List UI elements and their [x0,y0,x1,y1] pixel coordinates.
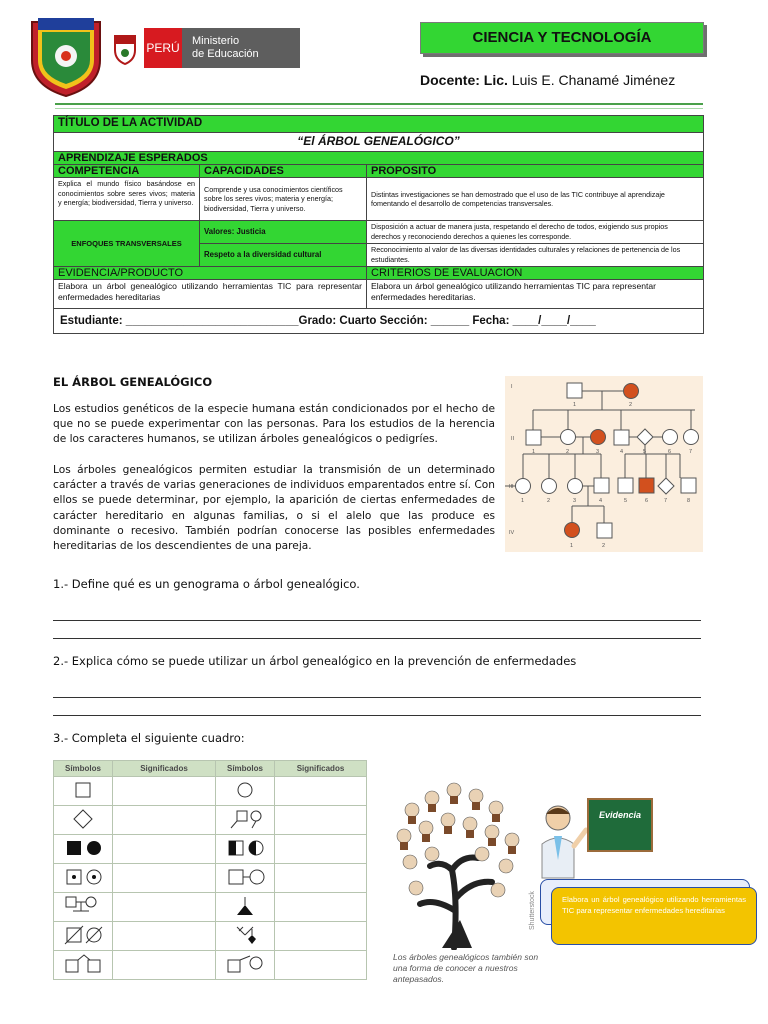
ministry-line-2: de Educación [192,48,259,60]
meaning-cell[interactable] [275,893,367,922]
pedigree-number: 5 [624,498,628,504]
table-row [54,165,704,178]
meaning-cell[interactable] [113,893,216,922]
valores-text: Disposición a actuar de manera justa, respetando el derecho de todos, exigiendo sus propios derechos y reconociendo derechos a quienes les corresponde. [367,221,704,244]
carrier-dot-symbol-icon [54,864,113,893]
student-line[interactable]: Estudiante: ___________________________Grado: Cuarto Sección: ______ Fecha: ____/____/____ [54,309,704,334]
ministry-logo-box [182,28,300,68]
meaning-cell[interactable] [275,922,367,951]
expected-learning-label: APRENDIZAJE ESPERADOS [54,152,704,165]
question-1: 1.- Define qué es un genograma o árbol genealógico. [53,577,360,591]
affected-symbol-icon [54,835,113,864]
pedigree-number: 2 [602,543,606,549]
male-symbol-icon [54,777,113,806]
generation-label: I [511,384,513,390]
table-row [54,864,367,893]
pedigree-number: 3 [596,449,600,455]
criterios-text: Elabora un árbol genealógico utilizando herramientas TIC para representar enfermedades hereditarias. [367,280,704,309]
pedigree-number: 1 [521,498,525,504]
symbols-header: Símbolos [216,761,275,777]
evidencia-label: EVIDENCIA/PRODUCTO [54,267,367,280]
deceased-symbol-icon [54,922,113,951]
table-row [54,835,367,864]
peru-logo-box: PERÚ [144,28,182,68]
evidence-board [587,798,653,852]
table-row [54,280,704,309]
symbols-header: Símbolos [54,761,113,777]
meaning-cell[interactable] [113,806,216,835]
article-heading: EL ÁRBOL GENEALÓGICO [53,375,213,389]
criterios-label: CRITERIOS DE EVALUACION [367,267,704,280]
fraternal-symbol-icon [216,922,275,951]
activity-title-value: “El ÁRBOL GENEALÓGICO” [54,133,704,152]
table-row [54,893,367,922]
question-2: 2.- Explica cómo se puede utilizar un árbol genealógico en la prevención de enfermedades [53,654,577,668]
pedigree-number: 2 [566,449,570,455]
meaning-cell[interactable] [275,777,367,806]
table-row [54,806,367,835]
pedigree-number: 3 [573,498,577,504]
proband-symbol-icon [216,806,275,835]
meaning-cell[interactable] [113,864,216,893]
twins-symbol-icon [216,893,275,922]
activity-title-label: TÍTULO DE LA ACTIVIDAD [54,116,704,133]
pedigree-number: 6 [645,498,649,504]
meaning-cell[interactable] [113,922,216,951]
diversidad-label: Respeto a la diversidad cultural [200,244,367,267]
evidence-callout: Elabora un árbol genealógico utilizando herramientas TIC para representar enfermedades hereditarias [551,887,757,945]
capacidades-text: Comprende y usa conocimientos científicos sobre los seres vivos; materia y energía; biodiversidad, Tierra y universo. [200,178,367,221]
mating-symbol-icon [216,864,275,893]
meaning-cell[interactable] [113,951,216,980]
table-row [54,267,704,280]
symbols-table [53,760,367,980]
pedigree-number: 7 [689,449,693,455]
meaning-cell[interactable] [113,835,216,864]
col-capacidades: CAPACIDADES [200,165,367,178]
pedigree-number: 2 [547,498,551,504]
meaning-cell[interactable] [275,835,367,864]
table-row [54,116,704,133]
subject-title: CIENCIA Y TECNOLOGÍA [420,22,704,54]
table-row [54,922,367,951]
meanings-header: Significados [113,761,216,777]
board-label: Evidencia [598,810,642,820]
offspring-symbol-icon [54,893,113,922]
header-rule [55,103,703,105]
article-paragraph-2: Los árboles genealógicos permiten estudiar la transmisión de un determinado carácter a través de varias generaciones de individuos emparentados entre sí. Con ellos se puede determinar, por ejemplo, la aparición de ciertas enfermedades de carácter hereditario en algunas familias, o si el alelo que las produce es dominante o recesivo. También podrían conocerse las posibles enfermedades hereditarias de los descendientes de una pareja. [53,464,495,553]
siblings-symbol-icon [54,951,113,980]
meaning-cell[interactable] [275,864,367,893]
table-row [54,309,704,334]
meaning-cell[interactable] [113,777,216,806]
competencia-text: Explica el mundo físico basándose en conocimientos sobre seres vivos; materia y energía; biodiversidad, Tierra y universo. [54,178,200,221]
family-tree-illustration [382,770,542,950]
pedigree-number: 7 [664,498,668,504]
question-3: 3.- Completa el siguiente cuadro: [53,731,245,745]
pedigree-number: 1 [570,543,574,549]
article-paragraph-1: Los estudios genéticos de la especie humana están condicionados por el hecho de que no se puede experimentar con las personas. Para los estudios de la herencia de los caracteres humanos, se utilizan árboles genealógicos o pedigríes. [53,403,495,446]
pedigree-number: 2 [629,402,633,408]
answer-line[interactable] [53,697,701,698]
meaning-cell[interactable] [275,806,367,835]
separated-symbol-icon [216,951,275,980]
meanings-header: Significados [275,761,367,777]
ministry-line-1: Ministerio [192,35,240,47]
unknown-sex-symbol-icon [54,806,113,835]
teacher-line [420,72,675,88]
watermark-text: Shutterstock [529,891,536,930]
pedigree-chart [505,376,703,552]
table-row [54,951,367,980]
header-rule-thin [55,108,703,109]
col-proposito: PROPOSITO [367,165,704,178]
generation-label: III [509,484,514,490]
female-symbol-icon [216,777,275,806]
table-row [54,221,704,244]
illustration-caption: Los árboles genealógicos también son una forma de conocer a nuestros antepasados. [393,952,539,984]
meaning-cell[interactable] [275,951,367,980]
proposito-text: Distintas investigaciones se han demostrado que el uso de las TIC contribuye al aprendizaje fomentando el desarrollo de competencias transversales. [367,178,704,221]
carrier-half-symbol-icon [216,835,275,864]
teacher-name: Luis E. Chanamé Jiménez [511,72,676,88]
answer-line[interactable] [53,620,701,621]
teacher-prefix: Docente: Lic. [420,72,508,88]
pedigree-number: 6 [668,449,672,455]
school-crest-logo [28,14,104,98]
table-row [54,133,704,152]
table-row [54,777,367,806]
diversidad-text: Reconocimiento al valor de las diversas identidades culturales y relaciones de pertenencia de los estudiantes. [367,244,704,267]
student-figure-illustration [528,800,588,880]
answer-line[interactable] [53,715,701,716]
pedigree-number: 4 [620,449,624,455]
national-shield-icon [110,32,140,66]
pedigree-number: 1 [532,449,536,455]
pedigree-number: 1 [573,402,577,408]
table-row [54,178,704,221]
generation-label: IV [509,530,515,536]
enfoques-label: ENFOQUES TRANSVERSALES [54,221,200,267]
pedigree-number: 8 [687,498,691,504]
pedigree-number: 4 [599,498,603,504]
evidencia-text: Elabora un árbol genealógico utilizando herramientas TIC para representar enfermedades hereditarias [54,280,367,309]
table-row [54,152,704,165]
col-competencia: COMPETENCIA [54,165,200,178]
generation-label: II [511,436,515,442]
answer-line[interactable] [53,638,701,639]
table-row [54,761,367,777]
pedigree-number: 5 [643,449,647,455]
valores-label: Valores: Justicia [200,221,367,244]
activity-table [53,115,704,334]
